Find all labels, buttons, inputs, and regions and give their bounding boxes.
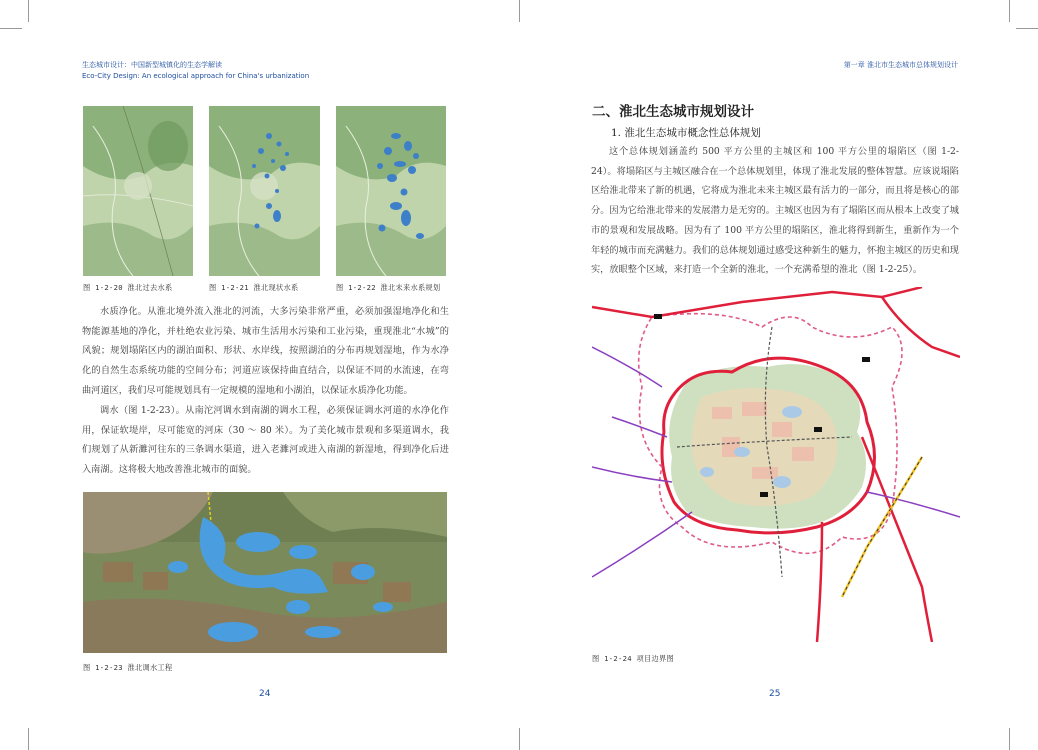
chapter-header: 第一章 淮北市生态城市总体规划设计 [843,61,958,69]
book-title-en: Eco-City Design: An ecological approach for China's urbanization [82,72,310,80]
figure-caption: 图 1-2-24 项目边界图 [592,654,674,663]
map-current-water-system [209,106,320,276]
project-boundary-map [592,287,960,642]
crop-mark [1009,728,1010,750]
crop-mark [28,728,29,750]
crop-mark [519,0,520,22]
page-number-left: 24 [259,689,271,699]
paragraph-water-transfer: 调水（图 1-2-23）。从南沱河调水到南湖的调水工程，必须保证调水河道的水净化作用，保证软堤岸，尽可能宽的河床（30 ～ 80 米）。为了美化城市景观和多渠道调水，我们规划了从新濉河往东的三条调水渠道，进入老濉河或进入南湖的新湿地，得到净化后进入南湖。这将极大地改善淮北城市的面貌。 [82,405,449,476]
crop-mark [1009,0,1010,22]
subsection-title: 1. 淮北生态城市概念性总体规划 [611,127,761,139]
page-number-right: 25 [769,689,781,699]
crop-mark [519,728,520,750]
satellite-water-transfer-image [83,492,447,653]
paragraph-water-purification: 水质净化。从淮北境外流入淮北的河流，大多污染非常严重，必须加强湿地净化和生物能源基地的净化，并杜绝农业污染、城市生活用水污染和工业污染，重现淮北“水城”的风貌；规划塌陷区内的湖泊面积、形状、水岸线，按照湖泊的分布再规划湿地，作为水净化的自然生态系统功能的空间分布；河道应该保持曲直结合，以保证不同的水流速，在弯曲河道区，我们尽可能规划具有一定规模的湿地和小湖泊，以保证水质净化功能。 [82,306,449,396]
paragraph-overall-plan: 这个总体规划涵盖约 500 平方公里的主城区和 100 平方公里的塌陷区（图 1-2-24）。将塌陷区与主城区融合在一个总体规划里，体现了淮北发展的整体智慧。应该说塌陷区给淮北带来了新的机遇，它将成为淮北未来主城区最有活力的一部分，而且将是核心的部分。因为它给淮北带来的发展潜力是无穷的。主城区也因为有了塌陷区而从根本上改变了城市的景观和发展战略。因为有了 100 平方公里的塌陷区，淮北将得到新生，重新作为一个年轻的城市而充满魅力。我们的总体规划通过感受这种新生的魅力，怀抱主城区的历史和现实，放眼整个区域，来打造一个全新的淮北，一个充满希望的淮北（图 1-2-25）。 [591,146,959,276]
map-future-water-system [336,106,446,276]
book-title-cn: 生态城市设计：中国新型城镇化的生态学解读 [82,61,222,69]
figure-caption: 图 1-2-23 淮北调水工程 [83,663,173,672]
figure-caption: 图 1-2-22 淮北未来水系规划 [336,283,441,292]
crop-mark [1016,28,1038,29]
crop-mark [28,0,29,22]
figure-caption: 图 1-2-20 淮北过去水系 [83,283,173,292]
section-title: 二、淮北生态城市规划设计 [592,104,754,120]
map-past-water-system [83,106,193,276]
figure-caption: 图 1-2-21 淮北现状水系 [209,283,299,292]
crop-mark [0,28,22,29]
